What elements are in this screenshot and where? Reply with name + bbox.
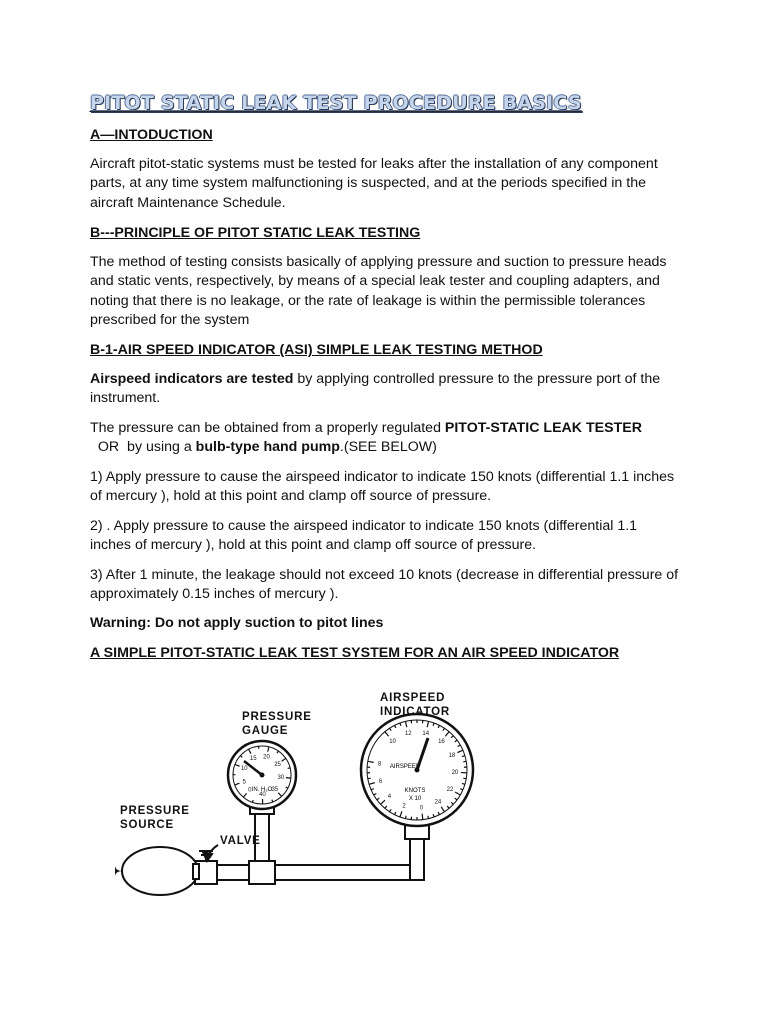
label-pressure-gauge: PRESSURE xyxy=(242,711,312,723)
dial-tick xyxy=(462,756,465,757)
gauge-unit-label: IN. H₂O xyxy=(251,787,273,793)
dial-tick xyxy=(463,761,466,762)
dial-tick-label: 16 xyxy=(438,738,445,745)
dial-tick-label: 4 xyxy=(387,794,392,801)
label-gauge: GAUGE xyxy=(242,725,289,737)
dial-tick-label: 6 xyxy=(378,778,383,785)
dial-tick-label: 0 xyxy=(419,805,424,812)
dial-tick-label: 10 xyxy=(240,766,248,773)
dial-tick-label: 0 xyxy=(248,787,252,794)
airspeed-tested-rest: by applying controlled pressure to the pressure port of the instrument. xyxy=(90,371,661,407)
dial-tick xyxy=(462,783,465,784)
dial-tick-label: 2 xyxy=(402,803,406,810)
pressure-source-text-c: .(SEE BELOW) xyxy=(339,439,437,456)
asi-unit-knots: KNOTS xyxy=(404,788,426,794)
dial-tick xyxy=(428,816,429,819)
dial-tick xyxy=(288,768,290,769)
valve-arrow xyxy=(203,845,218,861)
main-pipe xyxy=(210,865,420,880)
step-3: 3) After 1 minute, the leakage should not exceed 10 knots (decrease in differential pressure of approximately 0.15 inches of mercury ). xyxy=(90,567,679,603)
step-1: 1) Apply pressure to cause the airspeed indicator to indicate 150 knots (differential 1.1 inches of mercury ), hold at this point and clamp off source of pressure. xyxy=(90,469,675,505)
dial-tick xyxy=(252,800,253,802)
dial-tick-label: 8 xyxy=(377,761,382,768)
dial-tick-label: 24 xyxy=(434,799,442,806)
section-b-heading: B---PRINCIPLE OF PITOT STATIC LEAK TESTING xyxy=(90,225,421,241)
label-pressure-source: PRESSURE xyxy=(120,805,190,817)
dial-tick xyxy=(286,778,291,779)
asi-unit-x10: X 10 xyxy=(408,796,422,802)
paragraph-pressure-source xyxy=(90,419,680,458)
section-a-body: Aircraft pitot-static systems must be tested for leaks after the installation of any component parts, at any time system malfunctioning is suspected, and at the periods specified in the aircraft Maintenance Schedule. xyxy=(90,156,658,211)
dial-tick-label: 5 xyxy=(242,779,246,786)
pitot-static-tester-bold: PITOT-STATIC LEAK TESTER xyxy=(444,420,642,436)
figure-heading: A SIMPLE PITOT-STATIC LEAK TEST SYSTEM FOR AN AIR SPEED INDICATOR xyxy=(90,645,620,661)
step-2: 2) . Apply pressure to cause the airspeed indicator to indicate 150 knots (differential 1.1 inches of mercury ), hold at this point and clamp off source of pressure. xyxy=(90,518,638,554)
dial-tick xyxy=(405,816,406,819)
dial-tick-label: 20 xyxy=(451,770,459,777)
dial-tick-label: 20 xyxy=(263,754,270,761)
section-b1-heading: B-1-AIR SPEED INDICATOR (ASI) SIMPLE LEAK TESTING METHOD xyxy=(90,342,543,358)
label-airspeed: AIRSPEED xyxy=(380,692,446,704)
bulb-pump xyxy=(115,847,199,895)
dial-tick-label: 30 xyxy=(277,775,285,782)
airspeed-tested-bold: Airspeed indicators are tested xyxy=(90,371,294,387)
airspeed-indicator xyxy=(361,714,473,826)
label-valve: VALVE xyxy=(220,835,261,847)
pressure-source-text-b: OR by using a xyxy=(90,439,196,456)
section-a-heading: A—INTODUCTION xyxy=(90,127,213,143)
asi-face-label: AIRSPEED xyxy=(389,764,421,770)
section-b-body: The method of testing consists basically of applying pressure and suction to pressure heads and static vents, respectively, by means of a special leak tester and coupling adapters, and noting that there is no leakage, or the rate of leakage is within the permissible tolerances prescribed for the system xyxy=(90,254,667,329)
warning-text: Warning: Do not apply suction to pitot lines xyxy=(90,615,384,631)
label-source: SOURCE xyxy=(120,819,175,831)
dial-tick-label: 12 xyxy=(404,731,412,738)
dial-tick xyxy=(368,778,371,779)
pressure-source-text-a: The pressure can be obtained from a properly regulated xyxy=(90,420,445,436)
dial-tick-label: 15 xyxy=(249,756,257,763)
dial-tick-label: 40 xyxy=(259,791,266,798)
bulb-pump-bold: bulb-type hand pump xyxy=(195,439,340,456)
dial-tick-label: 35 xyxy=(271,787,279,794)
dial-tick xyxy=(422,814,423,820)
tee-fitting xyxy=(249,861,275,884)
leak-test-diagram xyxy=(115,685,475,900)
dial-tick xyxy=(463,778,466,779)
pressure-gauge xyxy=(228,741,296,809)
paragraph-airspeed-tested xyxy=(90,370,680,409)
asi-riser-pipe xyxy=(410,835,424,880)
dial-tick-label: 10 xyxy=(389,738,396,745)
dial-tick-label: 18 xyxy=(448,752,456,759)
dial-tick-label: 22 xyxy=(446,787,454,793)
dial-tick-label: 14 xyxy=(422,731,430,738)
label-indicator: INDICATOR xyxy=(380,706,451,718)
page-title: PITOT STATIC LEAK TEST PROCEDURE BASICS xyxy=(90,92,582,114)
dial-tick-label: 25 xyxy=(274,762,281,769)
